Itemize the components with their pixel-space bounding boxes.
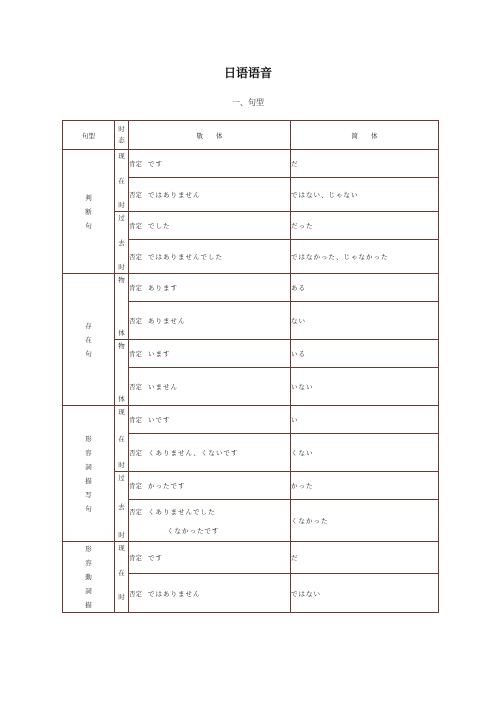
tense-cell bbox=[115, 340, 129, 406]
sentence-type-char: 形 bbox=[85, 545, 92, 553]
sentence-type-cell bbox=[63, 406, 115, 542]
formal-form-cell bbox=[129, 150, 291, 178]
polarity-label: 肯定 bbox=[129, 350, 142, 358]
formal-form-cell bbox=[129, 406, 291, 434]
polarity-label: 肯定 bbox=[129, 416, 142, 424]
sentence-type-char: 容 bbox=[85, 448, 92, 457]
formal-form-cell bbox=[129, 178, 291, 212]
formal-form-text: でした bbox=[148, 222, 171, 230]
polarity-label: 肯定 bbox=[129, 482, 142, 490]
sentence-type-char: 在 bbox=[85, 335, 92, 344]
plain-form-cell: ではない bbox=[291, 574, 439, 613]
sentence-type-cell bbox=[63, 274, 115, 406]
sentence-type-cell bbox=[63, 542, 115, 613]
tense-char: 时 bbox=[118, 593, 125, 601]
sentence-type-char: 容 bbox=[85, 559, 92, 567]
tense-char: 体 bbox=[118, 329, 125, 337]
tense-char: 现 bbox=[118, 544, 125, 552]
formal-form-cell bbox=[129, 212, 291, 240]
polarity-label: 肯定 bbox=[129, 160, 142, 168]
grammar-table bbox=[62, 120, 439, 613]
formal-form-text: かったです bbox=[148, 482, 186, 490]
table-row bbox=[63, 212, 439, 240]
sentence-type-char: 写 bbox=[85, 490, 92, 499]
tense-char: 在 bbox=[118, 176, 125, 185]
tense-char: 在 bbox=[118, 434, 125, 443]
formal-form-text: あります bbox=[148, 284, 178, 292]
formal-form-text: いません bbox=[148, 383, 178, 391]
table-row bbox=[63, 472, 439, 500]
header-tense-char-2: 态 bbox=[118, 136, 125, 144]
tense-cell bbox=[115, 150, 129, 212]
formal-form-text: です bbox=[148, 554, 163, 563]
plain-form-cell: だ bbox=[291, 542, 439, 574]
formal-form-text: です bbox=[148, 160, 163, 168]
tense-char: 在 bbox=[118, 568, 125, 577]
tense-cell bbox=[115, 472, 129, 542]
section-heading: 一、句型 bbox=[232, 98, 264, 107]
sentence-type-char: 動 bbox=[85, 573, 92, 581]
tense-char: 过 bbox=[118, 474, 125, 482]
formal-form-text: いです bbox=[148, 416, 171, 424]
formal-form-text: くありませんでした bbox=[148, 507, 216, 516]
polarity-label: 否定 bbox=[129, 253, 142, 261]
formal-form-cell bbox=[129, 574, 291, 613]
sentence-type-char: 存 bbox=[85, 321, 92, 330]
plain-form-cell: くない bbox=[291, 434, 439, 472]
formal-form-cell bbox=[129, 302, 291, 340]
sentence-type-char: 断 bbox=[85, 207, 92, 216]
tense-char: 时 bbox=[118, 263, 125, 271]
table-row bbox=[63, 340, 439, 368]
tense-cell bbox=[115, 542, 129, 613]
tense-cell bbox=[115, 212, 129, 274]
formal-form-cell bbox=[129, 368, 291, 406]
formal-form-text: ではありません bbox=[148, 589, 201, 598]
tense-char: 时 bbox=[118, 531, 125, 539]
sentence-type-char: 描 bbox=[85, 476, 92, 485]
formal-form-cell bbox=[129, 542, 291, 574]
tense-char: 现 bbox=[118, 152, 125, 160]
plain-form-cell: ある bbox=[291, 274, 439, 302]
plain-form-cell: いる bbox=[291, 340, 439, 368]
polarity-label: 否定 bbox=[129, 383, 142, 391]
header-plain: 简 体 bbox=[291, 121, 439, 150]
formal-form-alt-text: くなかったです bbox=[167, 526, 220, 535]
plain-form-cell: ではない、じゃない bbox=[291, 178, 439, 212]
header-row bbox=[63, 121, 439, 150]
formal-form-text: います bbox=[148, 350, 171, 358]
tense-cell bbox=[115, 406, 129, 472]
table-row bbox=[63, 406, 439, 434]
plain-form-cell: くなかった bbox=[291, 500, 439, 542]
tense-char: 物 bbox=[118, 342, 125, 350]
formal-form-cell bbox=[129, 434, 291, 472]
sentence-type-char: 句 bbox=[85, 504, 92, 513]
sentence-type-char: 句 bbox=[85, 349, 92, 358]
formal-form-cell bbox=[129, 500, 291, 542]
tense-char: 过 bbox=[118, 214, 125, 222]
table-row bbox=[63, 542, 439, 574]
table-row bbox=[63, 274, 439, 302]
formal-form-cell bbox=[129, 274, 291, 302]
polarity-label: 否定 bbox=[129, 191, 142, 199]
page-title: 日语语音 bbox=[223, 66, 272, 80]
plain-form-cell: いない bbox=[291, 368, 439, 406]
sentence-type-cell bbox=[63, 150, 115, 274]
table-row bbox=[63, 150, 439, 178]
formal-form-cell bbox=[129, 340, 291, 368]
sentence-type-char: 句 bbox=[85, 221, 92, 230]
sentence-type-char: 詞 bbox=[85, 462, 92, 471]
header-formal: 敬 体 bbox=[129, 121, 291, 150]
tense-cell bbox=[115, 274, 129, 340]
tense-char: 时 bbox=[118, 461, 125, 469]
plain-form-cell: だ bbox=[291, 150, 439, 178]
tense-char: 体 bbox=[118, 395, 125, 403]
header-tense bbox=[115, 121, 129, 150]
sentence-type-char: 詞 bbox=[85, 587, 92, 595]
plain-form-cell: かった bbox=[291, 472, 439, 500]
polarity-label: 肯定 bbox=[129, 554, 142, 563]
header-tense-char-1: 时 bbox=[118, 125, 125, 133]
header-sentence-type: 句型 bbox=[63, 121, 115, 150]
polarity-label: 否定 bbox=[129, 449, 142, 457]
sentence-type-char: 判 bbox=[85, 193, 92, 202]
formal-form-text: くありません、くないです bbox=[148, 449, 239, 457]
tense-char: 现 bbox=[118, 408, 125, 416]
plain-form-cell: ではなかった、じゃなかった bbox=[291, 240, 439, 274]
plain-form-cell: ない bbox=[291, 302, 439, 340]
formal-form-cell bbox=[129, 240, 291, 274]
tense-char: 去 bbox=[118, 502, 125, 511]
tense-char: 去 bbox=[118, 238, 125, 247]
formal-form-text: ではありません bbox=[148, 191, 201, 199]
tense-char: 时 bbox=[118, 201, 125, 209]
formal-form-text: ではありませんでした bbox=[148, 253, 223, 261]
plain-form-cell: だった bbox=[291, 212, 439, 240]
formal-form-cell bbox=[129, 472, 291, 500]
sentence-type-char: 形 bbox=[85, 434, 92, 443]
polarity-label: 否定 bbox=[129, 317, 142, 325]
plain-form-cell: い bbox=[291, 406, 439, 434]
polarity-label: 否定 bbox=[129, 589, 142, 598]
formal-form-text: ありません bbox=[148, 317, 186, 325]
tense-char: 物 bbox=[118, 276, 125, 284]
polarity-label: 否定 bbox=[129, 507, 142, 516]
sentence-type-char: 描 bbox=[85, 601, 92, 609]
polarity-label: 肯定 bbox=[129, 284, 142, 292]
polarity-label: 肯定 bbox=[129, 222, 142, 230]
